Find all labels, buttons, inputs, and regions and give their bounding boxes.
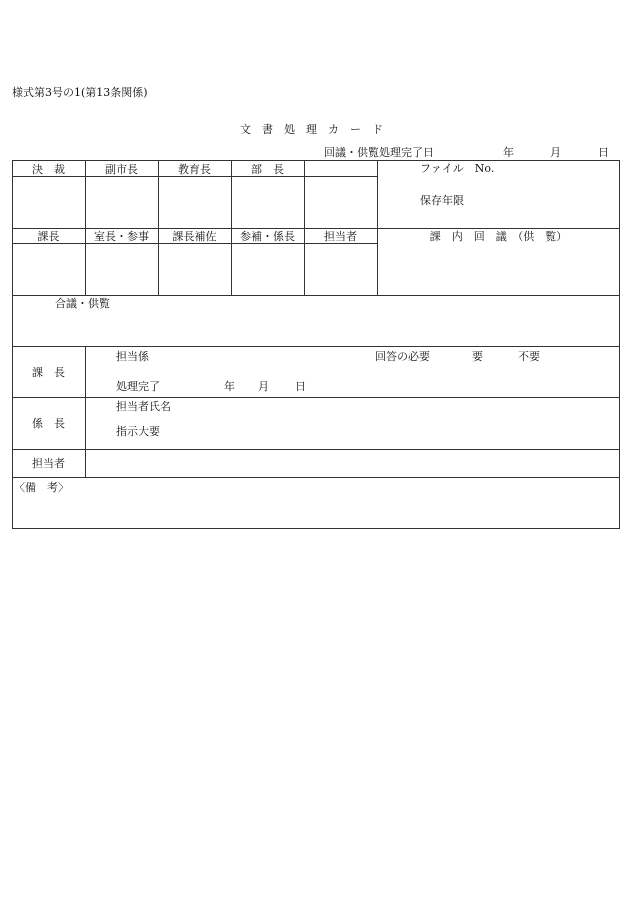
joint-review-label: 合議・供覧	[55, 297, 110, 310]
reply-required-option[interactable]: 要	[472, 350, 483, 363]
chief-clerk-label: 係 長	[32, 417, 65, 430]
approval-header-superintendent: 教育長	[178, 163, 211, 176]
approval-header-director: 部 長	[251, 163, 284, 176]
internal-review-label: 課 内 回 議 （供 覧）	[429, 230, 568, 243]
approval-header-deputy-mayor: 副市長	[105, 163, 138, 176]
approval-header-decision: 決 裁	[32, 163, 65, 176]
stamp-cell-deputy-mayor[interactable]	[86, 177, 158, 228]
reply-not-required-option[interactable]: 不要	[518, 350, 540, 363]
file-number-label: ファイル No.	[420, 162, 495, 175]
stamp-cell-blank[interactable]	[305, 177, 377, 228]
completion-day: 日	[598, 146, 609, 159]
section-header-assistant-chief: 課長補佐	[172, 230, 217, 243]
retention-period-label: 保存年限	[420, 194, 464, 207]
section-header-chief-clerk: 参補・係長	[240, 230, 295, 243]
staff-label: 担当者	[32, 457, 65, 470]
section-chief-label: 課 長	[32, 366, 65, 379]
stamp-cell-director[interactable]	[232, 177, 304, 228]
completion-month: 月	[550, 146, 561, 159]
stamp-cell-decision[interactable]	[13, 177, 85, 228]
processing-month: 月	[258, 380, 269, 393]
instructions-label: 指示大要	[116, 425, 160, 438]
stamp-cell-staff[interactable]	[305, 244, 377, 295]
section-header-office-head: 室長・参事	[94, 230, 149, 243]
stamp-cell-office-head[interactable]	[86, 244, 158, 295]
form-number: 様式第3号の1(第13条関係)	[12, 86, 148, 99]
stamp-cell-assistant-chief[interactable]	[159, 244, 231, 295]
section-header-section-chief: 課長	[37, 230, 60, 243]
remarks-label: 〈備 考〉	[14, 481, 69, 494]
completion-date-label: 回議・供覧処理完了日	[324, 146, 434, 159]
processing-day: 日	[295, 380, 306, 393]
processing-completed-label: 処理完了	[116, 380, 160, 393]
processing-year: 年	[224, 380, 235, 393]
stamp-cell-superintendent[interactable]	[159, 177, 231, 228]
stamp-cell-section-chief[interactable]	[13, 244, 85, 295]
in-charge-label: 担当係	[116, 350, 149, 363]
person-name-label: 担当者氏名	[116, 400, 171, 413]
stamp-cell-chief-clerk[interactable]	[232, 244, 304, 295]
section-header-staff: 担当者	[324, 230, 357, 243]
document-title: 文書処理カード	[240, 123, 394, 136]
reply-needed-label: 回答の必要	[375, 350, 430, 363]
completion-year: 年	[503, 146, 514, 159]
